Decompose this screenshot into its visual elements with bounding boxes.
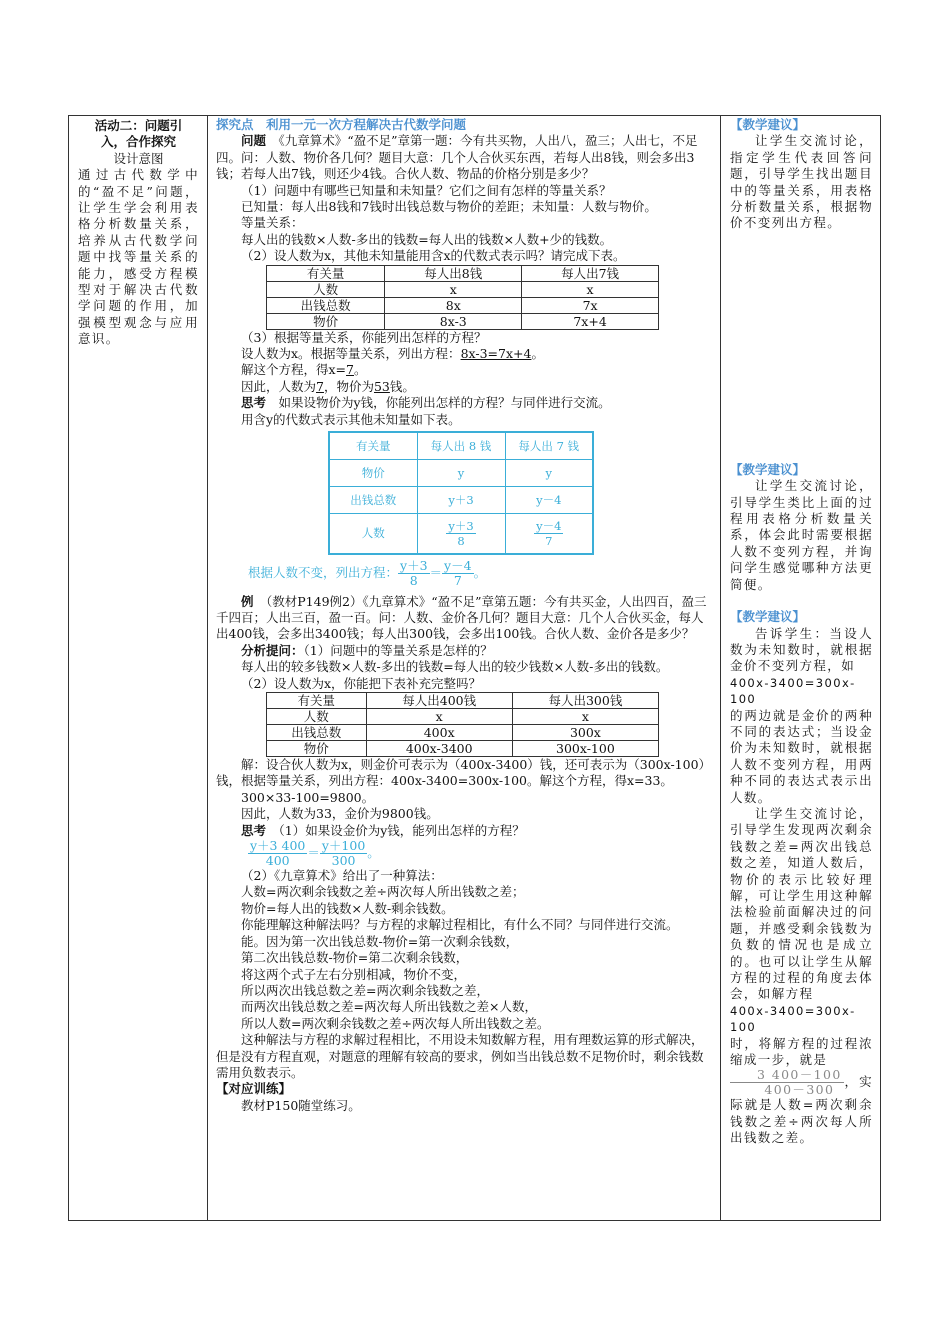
table-cell: 物价 [329, 460, 417, 487]
design-intent-column [69, 116, 208, 1220]
algorithm-line-3: 你能理解这种解法吗？与方程的求解过程相比，有什么不同？与同伴进行交流。 [241, 917, 679, 933]
answer-line: 能。因为第一次出钱总数-物价=第一次剩余钱数， [241, 933, 519, 949]
teaching-tip-1: 让学生交流讨论，指定学生代表回答问题，引导学生找出题目中的等量关系，用表格分析数量关系，根据物价不变列出方程。 [730, 133, 873, 231]
table-row [267, 281, 659, 297]
table-header: 每人出400钱 [366, 693, 512, 709]
answer-line: 而两次出钱总数之差=两次每人所出钱数之差×人数， [241, 999, 537, 1015]
table-row [329, 432, 593, 460]
design-intent-text: 通过古代数学中的“盈不足”问题，让学生学会利用表格分析数量关系，培养从古代数学问题中找等量关系的能力，感受方程模型对于解决古代数学问题的作用，加强模型观念与应用意识。 [78, 167, 199, 347]
solution-calc: 300×33-100=9800。 [241, 789, 375, 805]
analysis-question: （1）问题中的等量关系是怎样的？ [303, 642, 493, 658]
algorithm-question: （2）《九章算术》给出了一种算法： [241, 868, 443, 884]
solution-step-3: 因此，人数为7，物价为53钱。 [241, 378, 415, 394]
solution-step-2: 解这个方程，得x=7。 [241, 362, 367, 378]
known-quantities: 已知量：每人出8钱和7钱时出钱总数与物价的差距；未知量：人数与物价。 [241, 199, 657, 215]
table-header: 每人出300钱 [512, 693, 658, 709]
solution-conclusion: 因此，人数为33，金价为9800钱。 [241, 806, 439, 822]
table-row [267, 741, 659, 757]
table-cell: y [417, 460, 505, 487]
fraction-cell: $\frac{y+3}{8}$ [417, 514, 505, 554]
people-constant-equation: 根据人数不变，列出方程： $\frac{y+3}{8}$ ＝ $\frac{y-4}{7}$ 。 [248, 557, 487, 588]
teaching-tip-label: 【教学建议】 [730, 461, 806, 477]
table-cell: x [385, 281, 522, 297]
example-text: （教材P149例2）《九章算术》“盈不足”章第五题：今有共买金，人出四百，盈三千四百；人出三百，盈一百。问：人数、金价各几何？题目大意：几个人合伙买金，每人出400钱，会多出3400钱；每人出300钱，会多出100钱。合伙人数、金价各是多少？ [216, 593, 707, 642]
table-cell: 300x-100 [512, 741, 658, 757]
analysis-question-2: （2）设人数为x，你能把下表补充完整吗？ [241, 675, 482, 691]
table-cell: 8x [385, 297, 522, 313]
table-cell: 出钱总数 [267, 725, 367, 741]
training-text: 教材P150随堂练习。 [241, 1097, 361, 1113]
table-cell: 400x [366, 725, 512, 741]
table-row [267, 709, 659, 725]
table-cell: 人数 [267, 281, 385, 297]
table-row [329, 514, 593, 554]
teaching-tip-label: 【教学建议】 [730, 117, 806, 132]
teaching-tip-2: 让学生交流讨论，引导学生类比上面的过程用表格分析数量关系，体会此时需要根据人数不变列方程，并询问学生感觉哪种方法更简便。 [730, 478, 873, 592]
table-header: 有关量 [267, 265, 385, 281]
design-intent-label: 设计意图 [113, 150, 164, 166]
algorithm-line-2: 物价=每人出的钱数×人数-剩余钱数。 [241, 900, 454, 916]
table-cell: x [366, 709, 512, 725]
lesson-table [68, 115, 881, 1221]
table-cell: 物价 [267, 313, 385, 329]
activity-title-line2: 入，合作探究 [100, 134, 176, 150]
table-cell: 7x+4 [522, 313, 659, 329]
section-heading: 探究点 利用一元一次方程解决古代数学问题 [216, 117, 467, 132]
comparison-text: 这种解法与方程的求解过程相比，不用设未知数解方程，用有理数运算的形式解决，但是没有方程直观，对题意的理解有较高的要求，例如当出钱总数不足物价时，剩余钱数需用负数表示。 [216, 1032, 704, 1080]
equation-label: 等量关系： [241, 215, 304, 231]
table-row [267, 313, 659, 329]
training-label: 【对应训练】 [216, 1081, 292, 1097]
table-header: 有关量 [329, 432, 417, 460]
think-label: 思考 [241, 395, 267, 411]
table-y-quantities [328, 431, 594, 555]
table-cell: x [512, 709, 658, 725]
answer-line: 将这两个式子左右分别相减，物价不变， [241, 966, 467, 982]
table-cell: 人数 [329, 514, 417, 554]
table-cell: x [522, 281, 659, 297]
table-cell: 7x [522, 297, 659, 313]
algorithm-line-1: 人数=两次剩余钱数之差÷两次每人所出钱数之差； [241, 884, 525, 900]
equation-relation: 每人出的钱数×人数-多出的钱数=每人出的钱数×人数+少的钱数。 [241, 231, 613, 247]
table-cell: 400x-3400 [366, 741, 512, 757]
table-cell: y [505, 460, 593, 487]
table-cell: 8x-3 [385, 313, 522, 329]
think-text-2: （1）如果设金价为y钱，能列出怎样的方程？ [266, 822, 525, 838]
think-label-2: 思考 [241, 822, 267, 838]
answer-line: 所以人数=两次剩余钱数之差÷两次每人所出钱数之差。 [241, 1015, 550, 1031]
analysis-label: 分析提问： [241, 642, 304, 658]
table-cell: 出钱总数 [329, 487, 417, 514]
example-label: 例 [241, 593, 254, 609]
table-cell: y＋3 [417, 487, 505, 514]
table-header: 每人出7钱 [522, 265, 659, 281]
table-cell: y－4 [505, 487, 593, 514]
gold-price-equation: $\frac{y+3 400}{400}$ ＝ $\frac{y+100}{300}$ 。 [250, 838, 380, 869]
question-3: （3）根据等量关系，你能列出怎样的方程？ [241, 329, 487, 345]
solution-text: 解：设合伙人数为x，则金价可表示为（400x-3400）钱，还可表示为（300x-100）钱，根据等量关系，列出方程：400x-3400=300x-100。解这个方程，得x=33。 [216, 757, 712, 789]
fraction-cell: $\frac{y-4}{7}$ [505, 514, 593, 554]
think-followup: 用含y的代数式表示其他未知量如下表。 [241, 411, 461, 427]
table-row [267, 297, 659, 313]
table-cell: 人数 [267, 709, 367, 725]
table-header: 每人出 7 钱 [505, 432, 593, 460]
main-content-column [208, 116, 721, 1220]
teaching-tip-3: 告诉学生：当设人数为未知数时，就根据金价不变列方程，如 400x-3400=300x-100 的两边就是金价的两种不同的表达式；当设金价为未知数时，就根据人数不变列方程，用两种不同的表达式表示出人数。 [730, 625, 873, 805]
table-header: 每人出8钱 [385, 265, 522, 281]
table-row [329, 487, 593, 514]
question-1: （1）问题中有哪些已知量和未知量？它们之间有怎样的等量关系？ [241, 182, 612, 198]
activity-title-line1: 活动二：问题引 [94, 118, 183, 133]
table-cell: 300x [512, 725, 658, 741]
teaching-tip-label: 【教学建议】 [730, 609, 806, 625]
teaching-tips-column [721, 116, 882, 1220]
table-header: 有关量 [267, 693, 367, 709]
teaching-tip-4: 让学生交流讨论，引导学生发现两次剩余钱数之差=两次出钱总数之差，知道人数后，物价的表示比较好理解，可让学生用这种解法检验前面解决过的问题，并感受剩余钱数为负数的情况也是成立的。也可以让学生从解方程的过程的角度去体会，如解方程 400x-3400=300x-100 时，将解方程的过程浓缩成一步，就是 $\frac{3 400-100}{400-300}$ ，实际就是人数=两次剩余钱数之差÷两次每人所出钱数之差。 [730, 805, 873, 1146]
solution-step-1: 设人数为x。根据等量关系，列出方程：8x-3=7x+4。 [241, 346, 544, 362]
problem-text: 《九章算术》“盈不足”章第一题：今有共买物，人出八，盈三；人出七，不足四。问：人数、物价各几何？题目大意：几个人合伙买东西，若每人出8钱，则会多出3钱；若每人出7钱，则还少4钱。合伙人数、物品的价格分别是多少？ [216, 133, 698, 182]
table-x-quantities [266, 265, 659, 330]
table-row [267, 725, 659, 741]
table-header: 每人出 8 钱 [417, 432, 505, 460]
question-2: （2）设人数为x，其他未知量能用含x的代数式表示吗？请完成下表。 [241, 248, 626, 264]
analysis-equation: 每人出的较多钱数×人数-多出的钱数=每人出的较少钱数×人数-多出的钱数。 [241, 659, 669, 675]
answer-line: 所以两次出钱总数之差=两次剩余钱数之差， [241, 982, 489, 998]
think-text: 如果设物价为y钱，你能列出怎样的方程？与同伴进行交流。 [266, 395, 611, 411]
table-cell: 物价 [267, 741, 367, 757]
problem-label: 问题 [241, 133, 267, 149]
table-cell: 出钱总数 [267, 297, 385, 313]
table-row [329, 460, 593, 487]
answer-line: 第二次出钱总数-物价=第二次剩余钱数， [241, 950, 469, 966]
table-gold-quantities [266, 692, 659, 757]
